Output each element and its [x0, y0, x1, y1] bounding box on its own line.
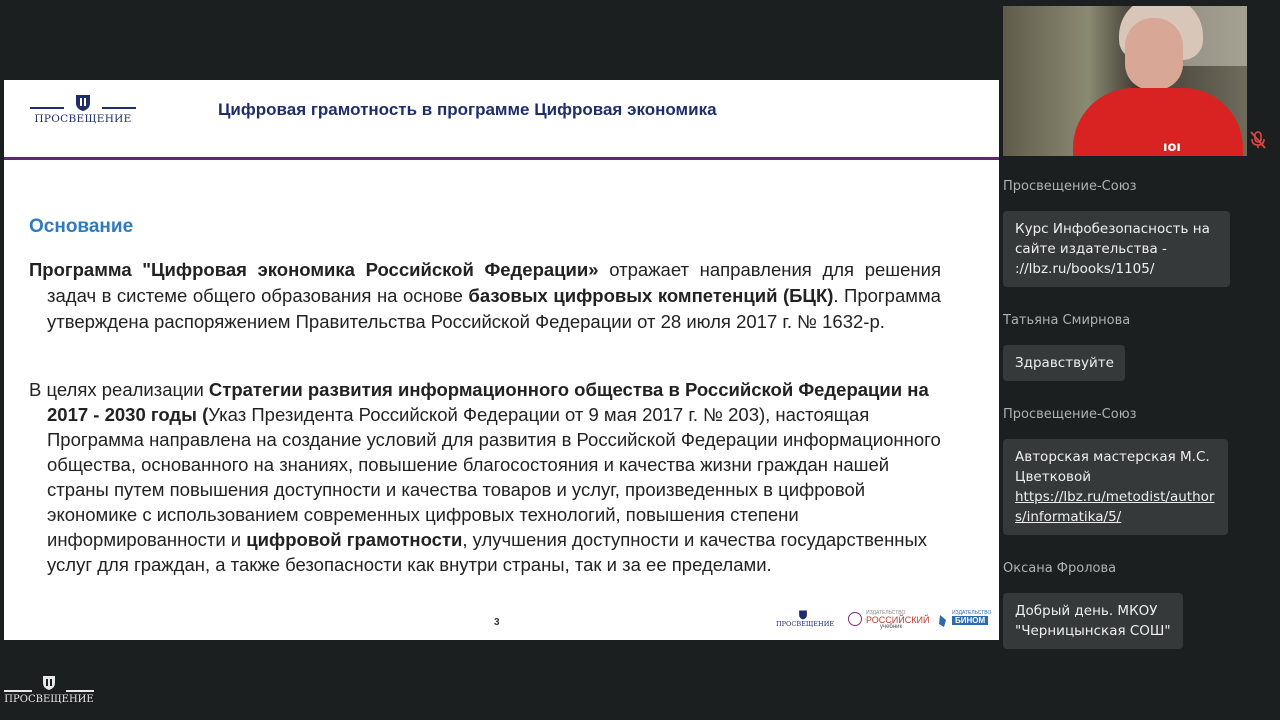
chat-message[interactable] [1003, 439, 1228, 535]
prosveshchenie-emblem-icon [42, 675, 56, 691]
slide-title: Цифровая грамотность в программе Цифровая экономика [218, 100, 717, 119]
video-person-face [1125, 18, 1183, 90]
footer-logo-text: РОССИЙСКИЙ [866, 615, 930, 625]
digital-literacy-term: цифровой грамотности [246, 529, 463, 550]
chat-message[interactable] [1003, 345, 1125, 381]
bcc-term: базовых цифровых компетенций (БЦК) [468, 285, 834, 306]
chat-sender-name: Татьяна Смирнова [1003, 313, 1131, 328]
chat-message-line: "Черницынская СОШ" [1015, 623, 1171, 639]
chat-sender-name: Оксана Фролова [1003, 561, 1117, 576]
strategy-name: Стратегии развития информационного общества в Российской Федерации на 2017 - 2030 годы ( [47, 379, 929, 425]
footer-logo-text: ПРОСВЕЩЕНИЕ [776, 620, 835, 628]
paragraph-strategy [29, 377, 941, 577]
prosveshchenie-emblem-icon [74, 94, 92, 112]
participant-video[interactable] [1003, 6, 1247, 156]
watermark-text: ПРОСВЕЩЕНИЕ [4, 694, 94, 705]
logo-text: ПРОСВЕЩЕНИЕ [34, 113, 132, 125]
shirt-logo: ıoı [1163, 140, 1181, 155]
microphone-muted-icon[interactable] [1250, 131, 1266, 149]
text: , улучшения доступности и качества государственных услуг для граждан, а также безопасности как внутри страны, так и за ее пределами. [47, 529, 928, 575]
chat-sender-name: Просвещение-Союз [1003, 407, 1137, 422]
chat-message-line: Авторская мастерская М.С. [1015, 449, 1210, 465]
slide-page-number: 3 [494, 617, 500, 628]
text: . Программа утверждена распоряжением Правительства Российской Федерации от 28 июля 2017 г. № 1632-р. [47, 285, 941, 332]
footer-logo-text: учебник [880, 624, 903, 630]
chat-message-line: сайте издательства - [1015, 241, 1167, 257]
text: Указ Президента Российской Федерации от 9 мая 2017 г. № 203), настоящая Программа направлена на создание условий для развития в Российской Федерации информационного общества, основанного на знаниях, повышение благосостояния и качества жизни граждан нашей страны путем повышения доступности и качества товаров и услуг, произведенных в цифровой экономике с использованием современных цифровых технологий, повышения степени информированности и [47, 404, 941, 550]
chat-message-line: ://lbz.ru/books/1105/ [1015, 261, 1155, 277]
chat-message-link[interactable]: s/informatika/5/ [1015, 509, 1122, 525]
footer-logo-text: ИЗДАТЕЛЬСТВО [952, 610, 992, 616]
presentation-slide [4, 80, 999, 640]
footer-russian-textbook-logo [848, 610, 928, 630]
text: отражает направления для решения задач в системе общего образования на основе [47, 259, 941, 306]
chat-message-line: Здравствуйте [1015, 355, 1114, 371]
footer-logo-text: ИЗДАТЕЛЬСТВО [866, 610, 906, 616]
paragraph-program [29, 257, 941, 335]
binom-bird-icon [938, 614, 948, 628]
video-person-shirt [1073, 88, 1243, 156]
chat-message-line: Цветковой [1015, 469, 1092, 485]
chat-message[interactable] [1003, 593, 1183, 649]
chat-message-line: Курс Инфобезопасность на [1015, 221, 1210, 237]
section-heading: Основание [29, 216, 134, 237]
chat-message-line: Добрый день. МКОУ [1015, 603, 1158, 619]
russian-textbook-emblem-icon [848, 612, 862, 626]
footer-binom-logo [938, 610, 992, 630]
program-name: Программа "Цифровая экономика Российской Федерации» [29, 259, 599, 280]
footer-publisher-logos [776, 608, 992, 632]
footer-logo-text: БИНОМ [952, 616, 988, 625]
chat-sender-name: Просвещение-Союз [1003, 179, 1137, 194]
text: В целях реализации [29, 379, 209, 400]
title-divider [4, 157, 999, 160]
chat-message[interactable] [1003, 211, 1230, 287]
prosveshchenie-watermark [4, 674, 94, 706]
prosveshchenie-logo [30, 94, 136, 126]
footer-prosveshchenie-logo [776, 610, 835, 630]
chat-message-link[interactable]: https://lbz.ru/metodist/author [1015, 489, 1215, 505]
prosveshchenie-emblem-icon [798, 610, 808, 620]
